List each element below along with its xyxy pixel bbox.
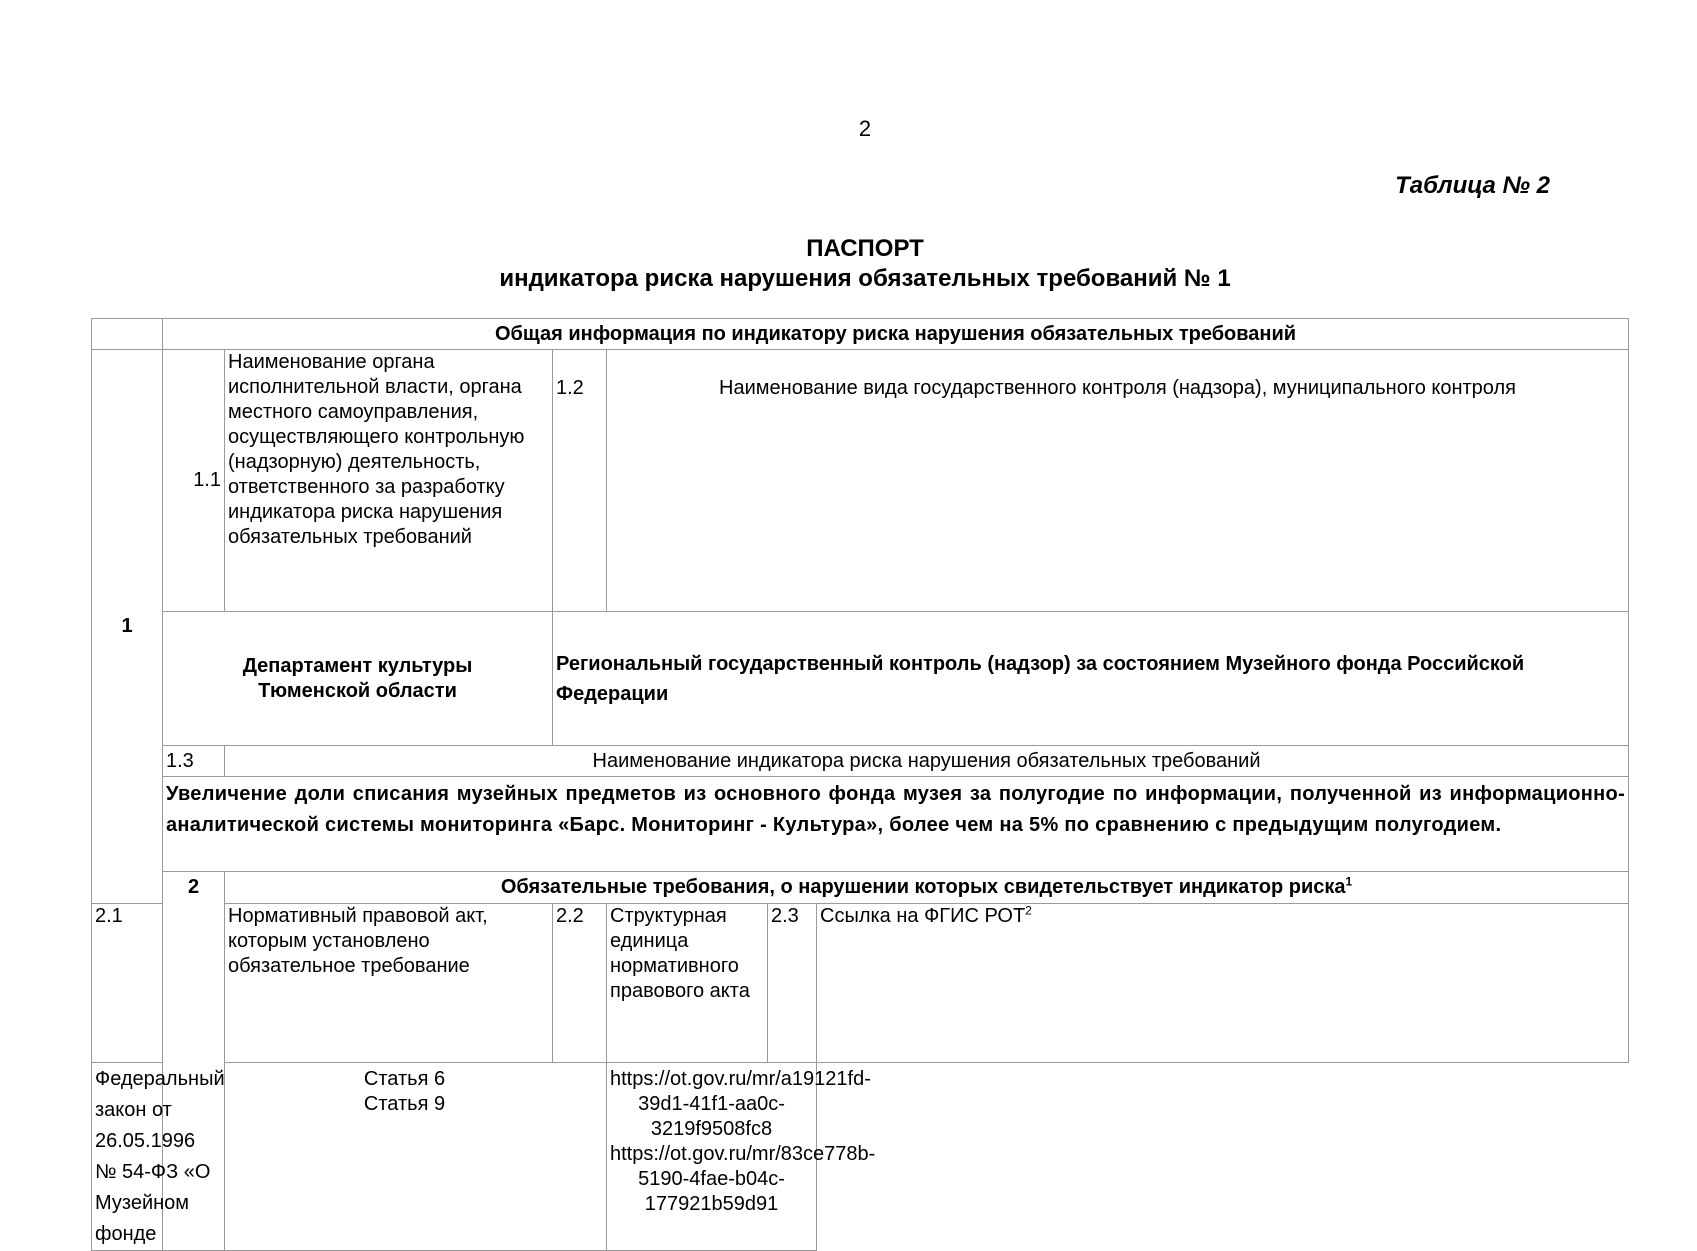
item-2-3-label — [817, 904, 1629, 1063]
page-number: 2 — [858, 116, 872, 141]
empty-cell — [92, 319, 163, 350]
item-2-2-value — [225, 1063, 607, 1251]
item-1-3-number: 1.3 — [163, 746, 225, 777]
section-2-number: 2 — [163, 872, 225, 1251]
section-2-header-text: Обязательные требования, о нарушении которых свидетельствует индикатор риска — [500, 876, 1346, 898]
table-row — [92, 612, 1629, 746]
law-line-1: Федеральный закон от 26.05.1996 — [95, 1068, 225, 1152]
item-1-1-value: Департамент культуры Тюменской области — [163, 612, 553, 746]
item-2-1-value — [92, 1063, 225, 1251]
fgis-link-2[interactable]: https://ot.gov.ru/mr/83ce778b-5190-4fae-b04c-177921b59d91 — [610, 1143, 876, 1215]
law-line-2: № 54-ФЗ «О Музейном фонде — [95, 1161, 211, 1245]
document-title — [0, 234, 1697, 294]
table-row — [92, 319, 1629, 350]
passport-table — [91, 318, 1629, 1251]
table-row — [92, 872, 1629, 904]
item-2-2-number: 2.2 — [553, 904, 607, 1063]
article-9: Статья 9 — [363, 1093, 446, 1115]
table-row — [92, 777, 1629, 872]
item-1-1-number: 1.1 — [163, 350, 225, 612]
table-row — [92, 1063, 1629, 1251]
footnote-2-marker: 2 — [1025, 903, 1032, 918]
item-1-2-label: Наименование вида государственного контроля (надзора), муниципального контроля — [607, 350, 1629, 612]
table-row — [92, 350, 1629, 612]
table-label: Таблица № 2 — [1395, 172, 1550, 199]
item-1-1-label: Наименование органа исполнительной власти, органа местного самоуправления, осуществляющего контрольную (надзорную) деятельность, ответственного за разработку индикатора риска нарушения обязательных требований — [225, 350, 553, 612]
item-2-3-label-text: Ссылка на ФГИС РОТ — [820, 905, 1026, 927]
table-row — [92, 746, 1629, 777]
item-2-2-label: Структурная единица нормативного правового акта — [607, 904, 768, 1063]
item-1-2-value: Региональный государственный контроль (надзор) за состоянием Музейного фонда Российской Федерации — [553, 612, 1629, 746]
item-1-3-value: Увеличение доли списания музейных предметов из основного фонда музея за полугодие по информации, полученной из информационно-аналитической системы мониторинга «Барс. Мониторинг - Культура», более чем на 5% по сравнению с предыдущим полугодием. — [163, 777, 1629, 872]
item-1-3-label: Наименование индикатора риска нарушения обязательных требований — [225, 746, 1629, 777]
title-line-2: индикатора риска нарушения обязательных требований № 1 — [499, 265, 1231, 292]
item-2-1-number: 2.1 — [92, 904, 163, 1063]
section-1-header: Общая информация по индикатору риска нарушения обязательных требований — [163, 319, 1629, 350]
table-row — [92, 904, 1629, 1063]
section-2-header — [225, 872, 1629, 904]
item-2-3-value — [607, 1063, 876, 1251]
article-6: Статья 6 — [363, 1068, 446, 1090]
title-line-1: ПАСПОРТ — [806, 235, 924, 262]
fgis-link-1[interactable]: https://ot.gov.ru/mr/a19121fd-39d1-41f1-aa0c-3219f9508fc8 — [610, 1068, 871, 1140]
item-2-3-number: 2.3 — [768, 904, 817, 1063]
section-1-number: 1 — [92, 350, 163, 904]
footnote-1-marker: 1 — [1345, 874, 1353, 889]
item-1-2-number: 1.2 — [553, 350, 607, 612]
item-2-1-label: Нормативный правовой акт, которым установлено обязательное требование — [225, 904, 553, 1063]
